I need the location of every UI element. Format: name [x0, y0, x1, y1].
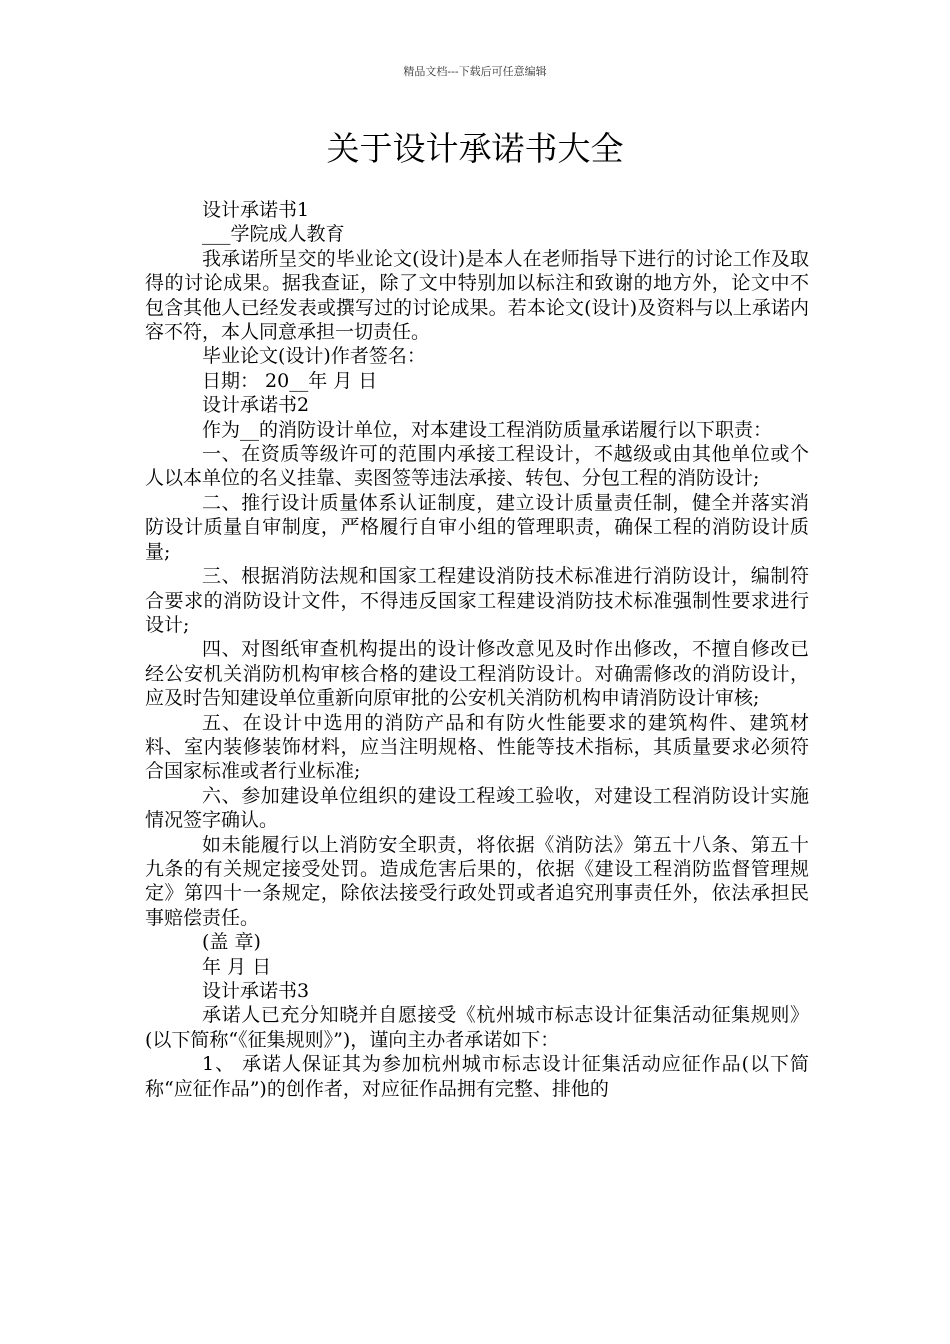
paragraph: 二、推行设计质量体系认证制度，建立设计质量责任制，健全并落实消防设计质量自审制度，严格履行自审小组的管理职责，确保工程的消防设计质量;: [145, 491, 809, 563]
paragraph: 作为__的消防设计单位，对本建设工程消防质量承诺履行以下职责：: [202, 418, 773, 441]
paragraph: 承诺人已充分知晓并自愿接受《杭州城市标志设计征集活动征集规则》(以下简称“《征集规则》”)，谨向主办者承诺如下：: [145, 1004, 809, 1051]
paragraph: 年 月 日: [202, 955, 272, 978]
section-heading-3: 设计承诺书3: [202, 980, 310, 1002]
paragraph: 如未能履行以上消防安全职责，将依据《消防法》第五十八条、第五十九条的有关规定接受处罚。造成危害后果的，依据《建设工程消防监督管理规定》第四十一条规定，除依法接受行政处罚或者追究刑事责任外，依法承担民事赔偿责任。: [145, 833, 809, 929]
paragraph: 1、 承诺人保证其为参加杭州城市标志设计征集活动应征作品(以下简称“应征作品”)的创作者，对应征作品拥有完整、排他的: [145, 1053, 809, 1100]
paragraph: 我承诺所呈交的毕业论文(设计)是本人在老师指导下进行的讨论工作及取得的讨论成果。据我查证，除了文中特别加以标注和致谢的地方外，论文中不包含其他人已经发表或撰写过的讨论成果。若本论文(设计)及资料与以上承诺内容不符，本人同意承担一切责任。: [145, 247, 809, 344]
paragraph: 毕业论文(设计)作者签名：: [202, 345, 426, 368]
header-note: 精品文档---下载后可任意编辑: [403, 65, 547, 78]
paragraph: 日期： 20__年 月 日: [202, 369, 378, 392]
paragraph: 一、在资质等级许可的范围内承接工程设计，不越级或由其他单位或个人以本单位的名义挂靠、卖图签等违法承接、转包、分包工程的消防设计;: [145, 443, 809, 490]
paragraph: 四、对图纸审查机构提出的设计修改意见及时作出修改，不擅自修改已经公安机关消防机构审核合格的建设工程消防设计。对确需修改的消防设计，应及时告知建设单位重新向原审批的公安机关消防机构申请消防设计审核;: [145, 638, 809, 710]
section-heading-1: 设计承诺书1: [202, 199, 310, 221]
paragraph: (盖 章): [202, 931, 261, 954]
section-heading-2: 设计承诺书2: [202, 394, 310, 417]
paragraph: 六、参加建设单位组织的建设工程竣工验收，对建设工程消防设计实施情况签字确认。: [145, 784, 809, 832]
paragraph: 三、根据消防法规和国家工程建设消防技术标准进行消防设计，编制符合要求的消防设计文件，不得违反国家工程建设消防技术标准强制性要求进行设计;: [145, 565, 809, 636]
document-body: [145, 198, 809, 1101]
paragraph: 五、在设计中选用的消防产品和有防火性能要求的建筑构件、建筑材料、室内装修装饰材料，应当注明规格、性能等技术指标，其质量要求必须符合国家标准或者行业标准;: [145, 711, 809, 783]
paragraph: ___学院成人教育: [202, 223, 345, 246]
document-title: 关于设计承诺书大全: [326, 129, 624, 168]
